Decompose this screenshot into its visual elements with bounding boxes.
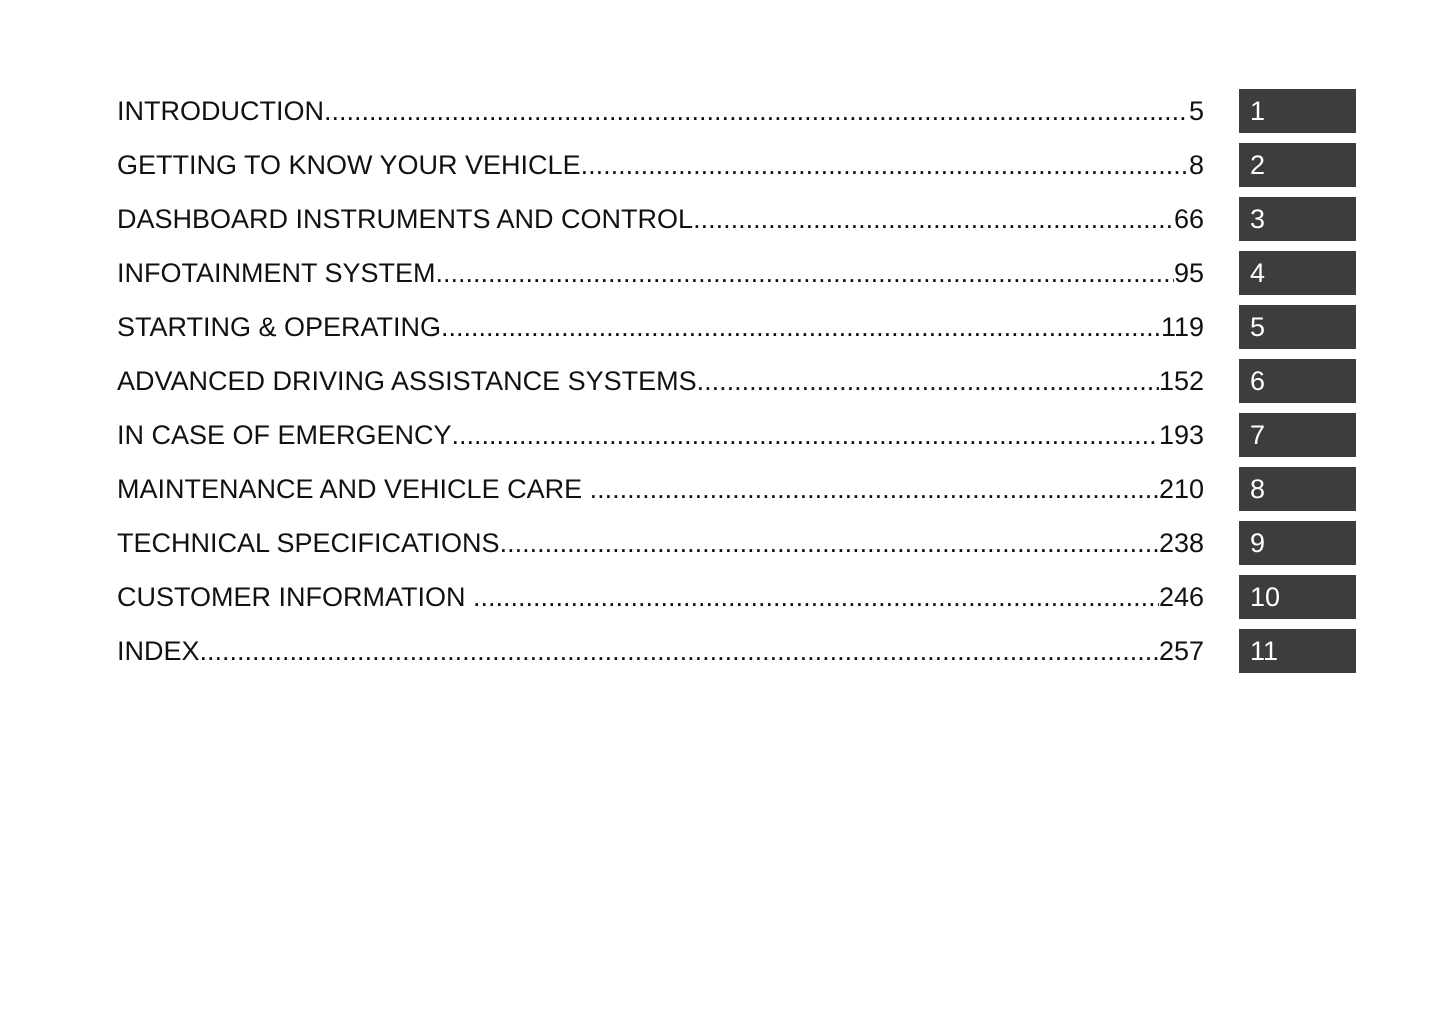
toc-page-number: 257: [1158, 636, 1204, 666]
dot-leader: [693, 197, 1174, 241]
chapter-tab-5[interactable]: 5: [1239, 305, 1356, 349]
toc-entry-adas[interactable]: [117, 359, 1204, 403]
toc-page-number: 193: [1158, 420, 1204, 450]
toc-row-maintenance: [117, 467, 1356, 511]
toc-entry-dashboard[interactable]: [117, 197, 1204, 241]
toc-title: MAINTENANCE AND VEHICLE CARE: [117, 474, 590, 504]
toc-title: CUSTOMER INFORMATION: [117, 582, 473, 612]
dot-leader: [500, 521, 1159, 565]
toc-title: INDEX: [117, 636, 200, 666]
chapter-tab-7[interactable]: 7: [1239, 413, 1356, 457]
chapter-tab-3[interactable]: 3: [1239, 197, 1356, 241]
toc-page-number: 95: [1173, 258, 1204, 288]
toc-row-emergency: [117, 413, 1356, 457]
toc-row-introduction: [117, 89, 1356, 133]
toc-entry-maintenance[interactable]: [117, 467, 1204, 511]
toc-row-infotainment: [117, 251, 1356, 295]
dot-leader: [324, 89, 1189, 133]
toc-title: ADVANCED DRIVING ASSISTANCE SYSTEMS: [117, 366, 697, 396]
toc-title: INFOTAINMENT SYSTEM: [117, 258, 436, 288]
dot-leader: [441, 305, 1161, 349]
chapter-tab-1[interactable]: 1: [1239, 89, 1356, 133]
dot-leader: [697, 359, 1159, 403]
toc-page-number: 246: [1158, 582, 1204, 612]
chapter-tab-11[interactable]: 11: [1239, 629, 1356, 673]
dot-leader: [200, 629, 1159, 673]
toc-title: INTRODUCTION: [117, 96, 324, 126]
dot-leader: [452, 413, 1159, 457]
toc-page-number: 238: [1158, 528, 1204, 558]
toc-entry-customer[interactable]: [117, 575, 1204, 619]
dot-leader: [473, 575, 1159, 619]
chapter-tab-9[interactable]: 9: [1239, 521, 1356, 565]
chapter-tab-10[interactable]: 10: [1239, 575, 1356, 619]
toc-row-getting-to-know: [117, 143, 1356, 187]
toc-title: TECHNICAL SPECIFICATIONS: [117, 528, 500, 558]
toc-row-starting: [117, 305, 1356, 349]
toc-row-adas: [117, 359, 1356, 403]
toc-row-dashboard: [117, 197, 1356, 241]
toc-entry-introduction[interactable]: [117, 89, 1204, 133]
toc-entry-infotainment[interactable]: [117, 251, 1204, 295]
toc-page-number: 119: [1160, 312, 1204, 342]
toc-page-number: 8: [1188, 150, 1204, 180]
dot-leader: [581, 143, 1189, 187]
chapter-tab-2[interactable]: 2: [1239, 143, 1356, 187]
toc-title: STARTING & OPERATING: [117, 312, 442, 342]
toc-entry-technical[interactable]: [117, 521, 1204, 565]
toc-page-number: 210: [1158, 474, 1204, 504]
table-of-contents: [117, 89, 1356, 683]
toc-title: IN CASE OF EMERGENCY: [117, 420, 452, 450]
toc-entry-getting-to-know[interactable]: [117, 143, 1204, 187]
toc-page-number: 66: [1173, 204, 1204, 234]
chapter-tab-8[interactable]: 8: [1239, 467, 1356, 511]
toc-row-customer: [117, 575, 1356, 619]
toc-row-index: [117, 629, 1356, 673]
toc-entry-starting[interactable]: [117, 305, 1204, 349]
chapter-tab-4[interactable]: 4: [1239, 251, 1356, 295]
chapter-tab-6[interactable]: 6: [1239, 359, 1356, 403]
toc-title: GETTING TO KNOW YOUR VEHICLE: [117, 150, 581, 180]
toc-page-number: 152: [1158, 366, 1204, 396]
toc-row-technical: [117, 521, 1356, 565]
toc-page-number: 5: [1188, 96, 1204, 126]
dot-leader: [590, 467, 1159, 511]
toc-entry-index[interactable]: [117, 629, 1204, 673]
dot-leader: [436, 251, 1174, 295]
toc-title: DASHBOARD INSTRUMENTS AND CONTROL: [117, 204, 694, 234]
toc-entry-emergency[interactable]: [117, 413, 1204, 457]
